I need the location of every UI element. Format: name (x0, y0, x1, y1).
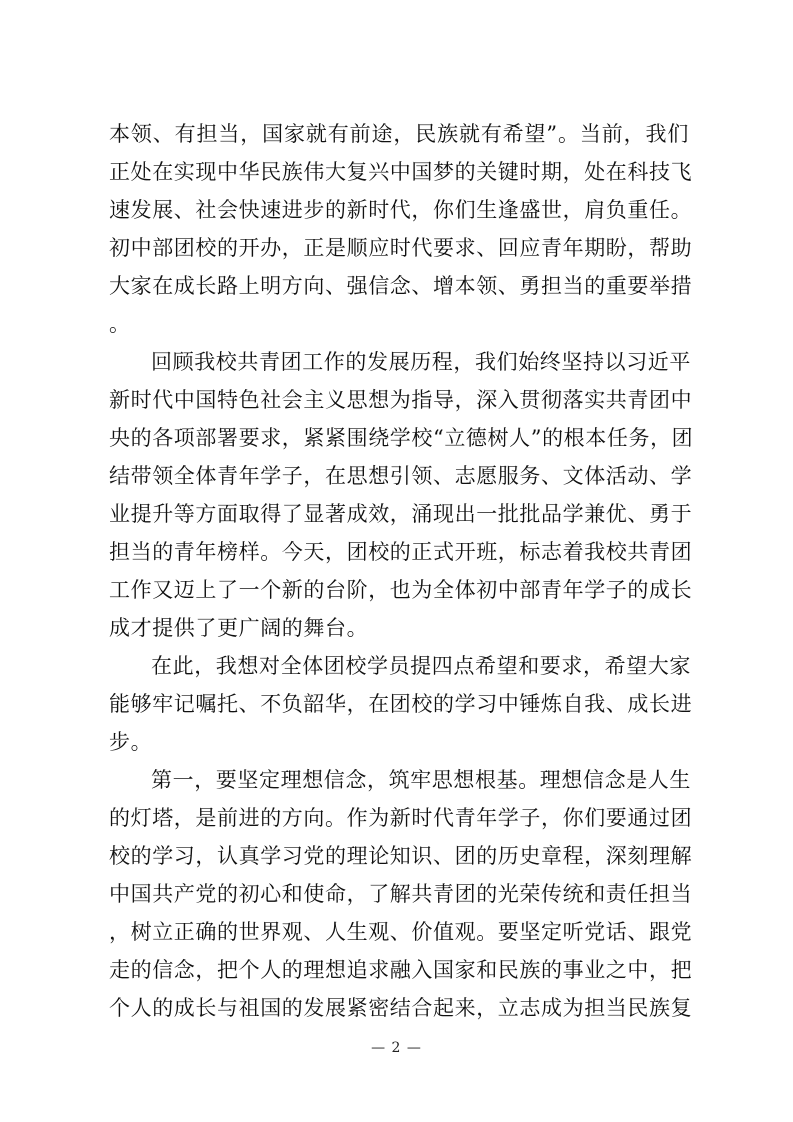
text-line: 走的信念，把个人的理想追求融入国家和民族的事业之中，把 (109, 958, 693, 982)
text-line: 个人的成长与祖国的发展紧密结合起来，立志成为担当民族复 (109, 996, 693, 1020)
text-line: ，树立正确的世界观、人生观、价值观。要坚定听党话、跟党 (109, 920, 693, 944)
text-line: 成才提供了更广阔的舞台。 (109, 616, 369, 640)
text-line: 步。 (109, 730, 153, 754)
text-line: 初中部团校的开办，正是顺应时代要求、回应青年期盼，帮助 (109, 236, 693, 260)
text-line: 正处在实现中华民族伟大复兴中国梦的关键时期，处在科技飞 (109, 160, 693, 184)
paragraph-first-line: 在此，我想对全体团校学员提四点希望和要求，希望大家 (151, 654, 691, 678)
paragraph-first-line: 回顾我校共青团工作的发展历程，我们始终坚持以习近平 (151, 350, 691, 374)
text-line: 本领、有担当，国家就有前途，民族就有希望”。当前，我们 (109, 122, 689, 146)
text-line: 担当的青年榜样。今天，团校的正式开班，标志着我校共青团 (109, 540, 693, 564)
text-line: 能够牢记嘱托、不负韶华，在团校的学习中锤炼自我、成长进 (109, 692, 693, 716)
text-line: 业提升等方面取得了显著成效，涌现出一批批品学兼优、勇于 (109, 502, 693, 526)
text-line: 中国共产党的初心和使命，了解共青团的光荣传统和责任担当 (109, 882, 693, 906)
page-number: — 2 — (371, 1040, 422, 1056)
text-line: 工作又迈上了一个新的台阶，也为全体初中部青年学子的成长 (109, 578, 693, 602)
text-line: 央的各项部署要求，紧紧围绕学校“立德树人”的根本任务，团 (109, 426, 694, 450)
text-line: 的灯塔，是前进的方向。作为新时代青年学子，你们要通过团 (109, 806, 693, 830)
text-line: 大家在成长路上明方向、强信念、增本领、勇担当的重要举措 (109, 274, 693, 298)
text-line: 结带领全体青年学子，在思想引领、志愿服务、文体活动、学 (109, 464, 693, 488)
text-line: 速发展、社会快速进步的新时代，你们生逢盛世，肩负重任。 (109, 198, 693, 222)
paragraph-first-line: 第一，要坚定理想信念，筑牢思想根基。理想信念是人生 (151, 768, 691, 792)
text-line: 校的学习，认真学习党的理论知识、团的历史章程，深刻理解 (109, 844, 693, 868)
text-line: 新时代中国特色社会主义思想为指导，深入贯彻落实共青团中 (109, 388, 693, 412)
text-line: 。 (109, 312, 131, 336)
